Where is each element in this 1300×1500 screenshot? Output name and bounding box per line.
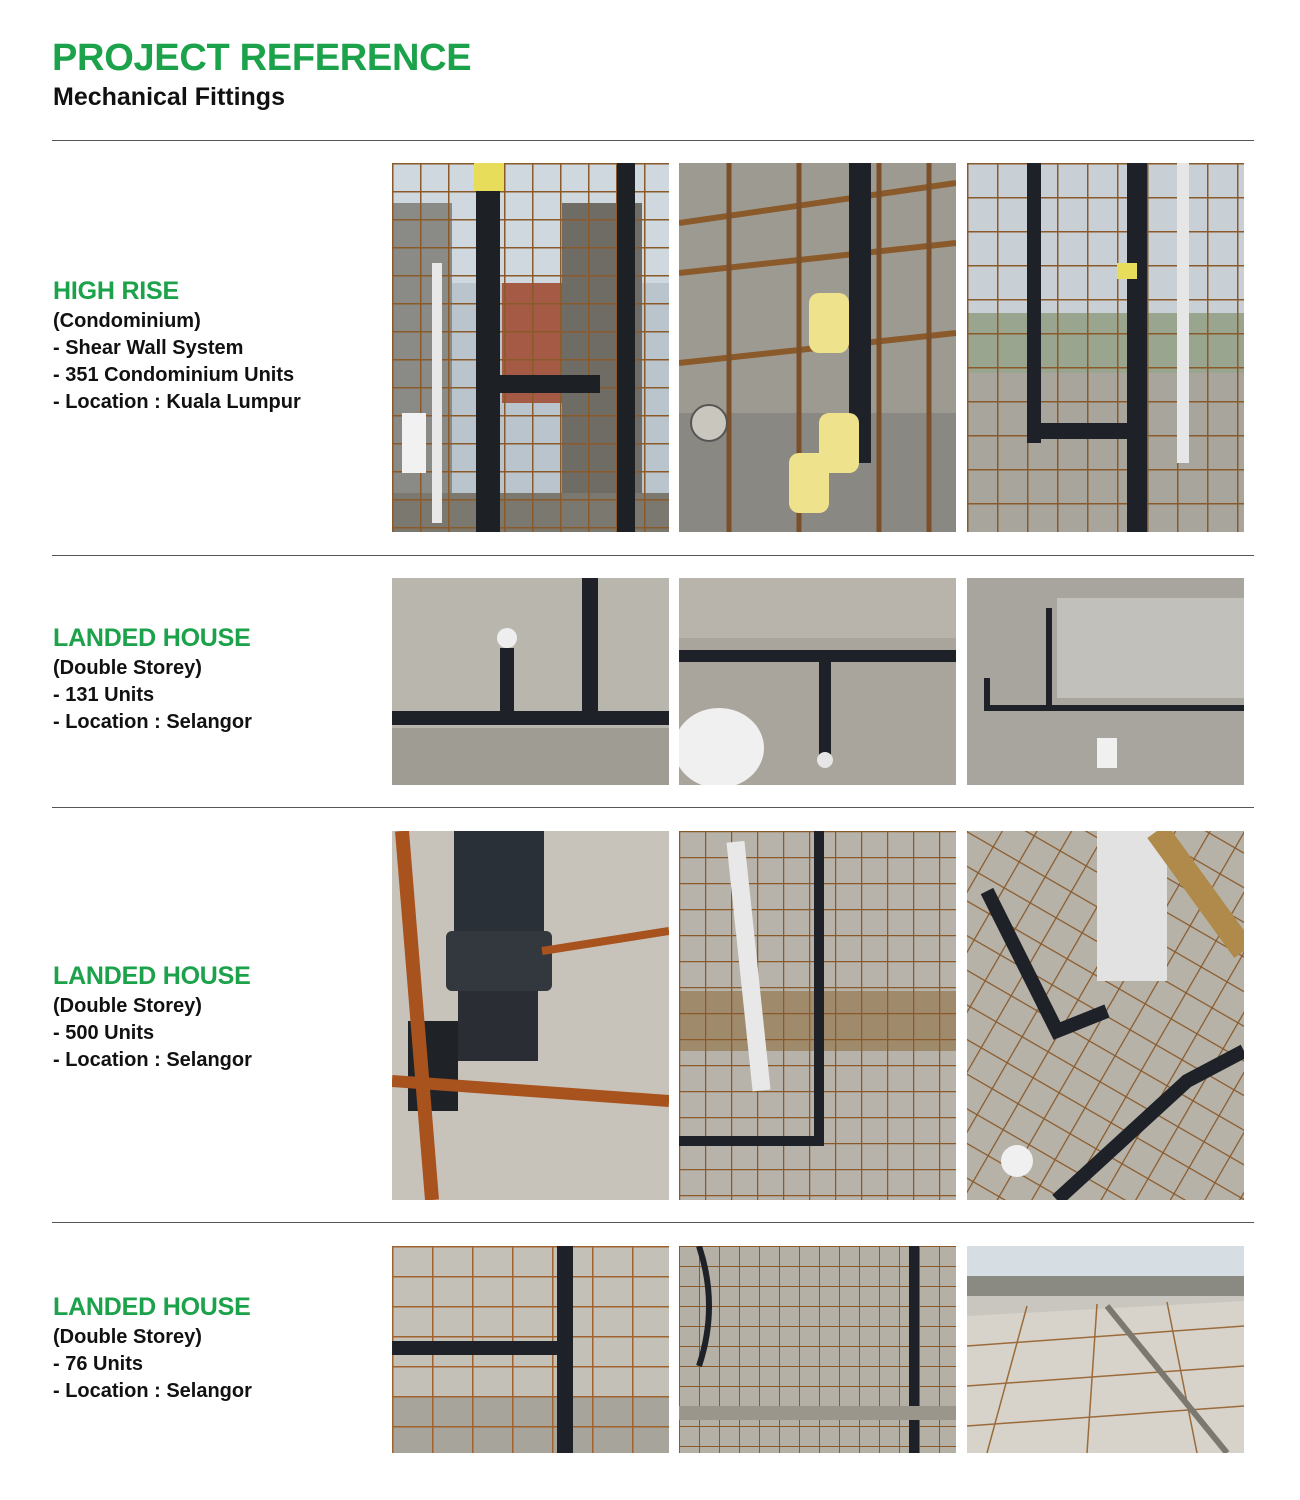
landed-76-photo-2 bbox=[679, 1246, 956, 1453]
divider bbox=[52, 807, 1254, 808]
project-detail: - 500 Units bbox=[53, 1022, 155, 1044]
landed-131-photo-3 bbox=[967, 578, 1244, 785]
project-type: (Double Storey) bbox=[53, 1326, 202, 1348]
project-location: - Location : Selangor bbox=[53, 1380, 252, 1402]
project-heading: HIGH RISE bbox=[53, 277, 179, 305]
project-heading: LANDED HOUSE bbox=[53, 962, 251, 990]
divider bbox=[52, 1222, 1254, 1223]
divider bbox=[52, 555, 1254, 556]
landed-131-photo-2 bbox=[679, 578, 956, 785]
high-rise-photo-1 bbox=[392, 163, 669, 532]
divider bbox=[52, 140, 1254, 141]
page-title: PROJECT REFERENCE bbox=[52, 37, 472, 79]
project-description-high-rise bbox=[53, 276, 301, 416]
project-heading: LANDED HOUSE bbox=[53, 624, 251, 652]
project-type: (Condominium) bbox=[53, 310, 201, 332]
project-type: (Double Storey) bbox=[53, 657, 202, 679]
project-description-landed-76 bbox=[53, 1292, 252, 1405]
project-description-landed-131 bbox=[53, 623, 252, 736]
landed-500-photo-1 bbox=[392, 831, 669, 1200]
project-location: - Location : Selangor bbox=[53, 711, 252, 733]
landed-500-photo-2 bbox=[679, 831, 956, 1200]
project-type: (Double Storey) bbox=[53, 995, 202, 1017]
project-detail: - 351 Condominium Units bbox=[53, 364, 295, 386]
project-description-landed-500 bbox=[53, 961, 252, 1074]
project-detail: - 131 Units bbox=[53, 684, 155, 706]
project-detail: - Shear Wall System bbox=[53, 337, 244, 359]
page-subtitle: Mechanical Fittings bbox=[53, 83, 285, 111]
landed-131-photo-1 bbox=[392, 578, 669, 785]
landed-76-photo-3 bbox=[967, 1246, 1244, 1453]
landed-76-photo-1 bbox=[392, 1246, 669, 1453]
high-rise-photo-2 bbox=[679, 163, 956, 532]
project-heading: LANDED HOUSE bbox=[53, 1293, 251, 1321]
project-location: - Location : Selangor bbox=[53, 1049, 252, 1071]
project-location: - Location : Kuala Lumpur bbox=[53, 391, 301, 413]
landed-500-photo-3 bbox=[967, 831, 1244, 1200]
project-detail: - 76 Units bbox=[53, 1353, 144, 1375]
high-rise-photo-3 bbox=[967, 163, 1244, 532]
